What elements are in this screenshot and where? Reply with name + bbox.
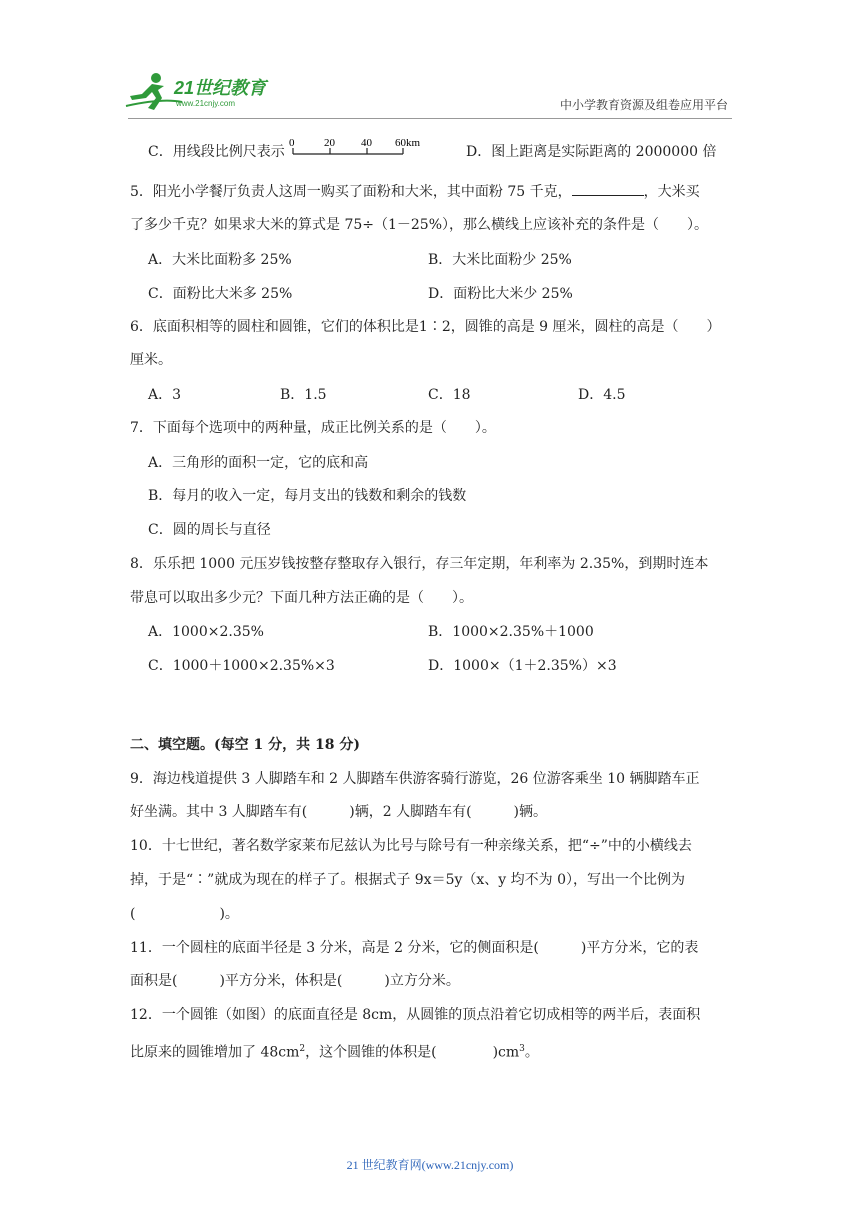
- q7-option-b: B．每月的收入一定，每月支出的钱数和剩余的钱数: [148, 488, 467, 504]
- site-logo: [122, 68, 292, 112]
- q12-text-b: ，这个圆锥的体积是( )cm: [305, 1044, 520, 1061]
- section-title-fill-blank: 二、填空题。(每空 1 分，共 18 分): [130, 737, 360, 753]
- q12-sup-area: 2: [299, 1044, 306, 1054]
- q6-line-2: 厘米。: [130, 352, 172, 368]
- q11-line-2: 面积是( )平方分米，体积是( )立方分米。: [130, 973, 460, 989]
- q8-option-c: C．1000＋1000×2.35%×3: [148, 658, 335, 674]
- q7-line-1: 7．下面每个选项中的两种量，成正比例关系的是（ ）。: [130, 420, 496, 436]
- q10-line-3: ( )。: [130, 906, 239, 922]
- q6-option-c: C．18: [428, 387, 471, 403]
- q5-text-a: 5．阳光小学餐厅负责人这周一购买了面粉和大米，其中面粉 75 千克，: [130, 184, 572, 200]
- q12-line-2: [130, 1039, 539, 1063]
- footer-link[interactable]: 21 世纪教育网(www.21cnjy.com): [346, 1158, 514, 1172]
- q6-line-1: 6．底面积相等的圆柱和圆锥，它们的体积比是1∶2，圆锥的高是 9 厘米，圆柱的高是（ ）: [130, 319, 721, 335]
- q10-line-1: 10．十七世纪，著名数学家莱布尼兹认为比号与除号有一种亲缘关系，把“÷”中的小横线去: [130, 838, 692, 854]
- q6-option-d: D．4.5: [578, 387, 626, 403]
- q5-option-b: B．大米比面粉少 25%: [428, 252, 572, 268]
- scale-tick-60: 60km: [395, 137, 421, 149]
- scale-tick-0: 0: [289, 137, 295, 149]
- q4-option-d: D．图上距离是实际距离的 2000000 倍: [466, 144, 717, 160]
- q9-line-1: 9．海边栈道提供 3 人脚踏车和 2 人脚踏车供游客骑行游览，26 位游客乘坐 10 辆脚踏车正: [130, 771, 700, 787]
- q5-option-a: A．大米比面粉多 25%: [148, 252, 292, 268]
- q12-sup-volume: 3: [519, 1044, 525, 1054]
- q4-option-c: [148, 137, 429, 162]
- q8-option-a: A．1000×2.35%: [148, 624, 264, 640]
- q10-line-2: 掉，于是“∶”就成为现在的样子了。根据式子 9x＝5y（x、y 均不为 0），写出一个比例为: [130, 872, 685, 888]
- q8-line-1: 8．乐乐把 1000 元压岁钱按整存整取存入银行，存三年定期，年利率为 2.35%，到期时连本: [130, 556, 709, 572]
- q12-text-c: 。: [524, 1044, 539, 1061]
- q4-option-c-text: C．用线段比例尺表示: [148, 144, 285, 160]
- q11-line-1: 11．一个圆柱的底面半径是 3 分米，高是 2 分米，它的侧面积是( )平方分米，它的表: [130, 940, 699, 956]
- q7-option-a: A．三角形的面积一定，它的底和高: [148, 455, 369, 471]
- q9-line-2: 好坐满。其中 3 人脚踏车有( )辆，2 人脚踏车有( )辆。: [130, 804, 548, 820]
- q5-line-1: [130, 181, 700, 202]
- q5-text-b: ，大米买: [643, 184, 700, 200]
- q5-option-c: C．面粉比大米多 25%: [148, 286, 293, 302]
- q5-option-d: D．面粉比大米少 25%: [428, 286, 573, 302]
- q12-line-1: 12．一个圆锥（如图）的底面直径是 8cm，从圆锥的顶点沿着它切成相等的两半后，表面积: [130, 1007, 701, 1023]
- q8-option-b: B．1000×2.35%＋1000: [428, 624, 594, 640]
- q7-option-c: C．圆的周长与直径: [148, 522, 271, 538]
- q6-option-b: B．1.5: [280, 387, 327, 403]
- platform-label: 中小学教育资源及组卷应用平台: [559, 98, 728, 112]
- scale-tick-40: 40: [361, 137, 373, 149]
- logo-text: 21世纪教育: [174, 78, 267, 98]
- logo-url: www.21cnjy.com: [176, 99, 235, 108]
- q5-blank: [572, 181, 644, 196]
- q8-line-2: 带息可以取出多少元？下面几种方法正确的是（ ）。: [130, 590, 473, 606]
- scale-tick-20: 20: [324, 137, 336, 149]
- runner-logo-icon: [122, 68, 292, 112]
- scale-bar: [289, 137, 429, 162]
- q5-line-2: 了多少千克？如果求大米的算式是 75÷（1－25%），那么横线上应该补充的条件是（ ）。: [130, 217, 709, 233]
- q6-option-a: A．3: [148, 387, 182, 403]
- q12-text-a: 比原来的圆锥增加了 48cm: [130, 1044, 300, 1061]
- q8-option-d: D．1000×（1＋2.35%）×3: [428, 658, 617, 674]
- header-divider: [128, 118, 732, 119]
